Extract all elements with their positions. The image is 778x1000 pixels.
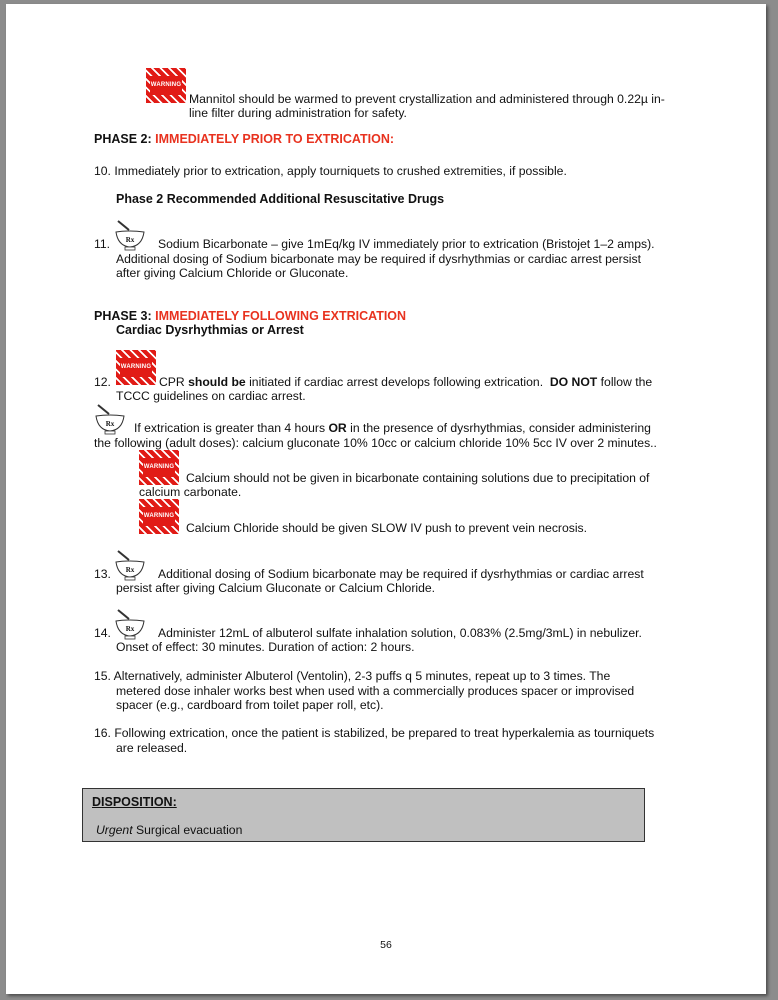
item-13-number: 13. bbox=[94, 567, 111, 581]
mannitol-warning-line2: line filter during administration for safety. bbox=[189, 106, 407, 120]
item-14-line1: Administer 12mL of albuterol sulfate inhalation solution, 0.083% (2.5mg/3mL) in nebulizer. bbox=[158, 626, 642, 640]
item-11-number: 11. bbox=[94, 237, 111, 251]
item-10: 10. Immediately prior to extrication, apply tourniquets to crushed extremities, if possible. bbox=[94, 164, 567, 178]
or-text: OR bbox=[328, 421, 347, 435]
disposition-rest: Surgical evacuation bbox=[135, 823, 243, 837]
calcium-chloride-warning: Calcium Chloride should be given SLOW IV push to prevent vein necrosis. bbox=[186, 521, 588, 535]
item-15-line3: spacer (e.g., cardboard from toilet paper roll, etc). bbox=[116, 698, 384, 712]
item-12-line2: TCCC guidelines on cardiac arrest. bbox=[116, 389, 306, 403]
warning-icon bbox=[146, 68, 186, 103]
disposition-text bbox=[96, 823, 242, 838]
item-14-number: 14. bbox=[94, 626, 111, 640]
rx-mortar-icon bbox=[114, 548, 146, 582]
rx-mortar-icon bbox=[114, 218, 146, 252]
page-number: 56 bbox=[380, 939, 392, 951]
item-12-line1 bbox=[159, 375, 652, 390]
phase3-heading bbox=[94, 309, 406, 323]
item-11-line1: Sodium Bicarbonate – give 1mEq/kg IV immediately prior to extrication (Bristojet 1–2 amps). bbox=[158, 237, 655, 251]
warning-icon bbox=[116, 350, 156, 385]
warning-badge-text: WARNING bbox=[120, 358, 152, 377]
item-11-line2: Additional dosing of Sodium bicarbonate may be required if dysrhythmias or cardiac arrest persist bbox=[116, 252, 641, 266]
phase2-title: IMMEDIATELY PRIOR TO EXTRICATION: bbox=[155, 132, 395, 146]
svg-text:Rx: Rx bbox=[125, 625, 135, 633]
urgent-text: Urgent bbox=[96, 823, 133, 837]
item-15-line1: 15. Alternatively, administer Albuterol (Ventolin), 2-3 puffs q 5 minutes, repeat up to 3 times. The bbox=[94, 669, 611, 683]
item-13-line1: Additional dosing of Sodium bicarbonate may be required if dysrhythmias or cardiac arrest bbox=[158, 567, 644, 581]
warning-badge-text: WARNING bbox=[143, 458, 175, 477]
mannitol-warning-line1: Mannitol should be warmed to prevent crystallization and administered through 0.22µ in- bbox=[189, 92, 665, 106]
phase3-title: IMMEDIATELY FOLLOWING EXTRICATION bbox=[155, 309, 407, 323]
svg-text:Rx: Rx bbox=[105, 420, 115, 428]
item-12-follow-text: follow the bbox=[600, 375, 653, 389]
do-not-text: DO NOT bbox=[549, 375, 598, 389]
calcium-line2: the following (adult doses): calcium gluconate 10% 10cc or calcium chloride 10% 5cc IV over 2 minutes.. bbox=[94, 436, 657, 450]
disposition-title: DISPOSITION: bbox=[92, 795, 177, 809]
phase2-subhead: Phase 2 Recommended Additional Resuscitative Drugs bbox=[116, 192, 445, 206]
item-13-line2: persist after giving Calcium Gluconate or Calcium Chloride. bbox=[116, 581, 436, 595]
phase2-heading bbox=[94, 132, 394, 146]
item-12-text: initiated if cardiac arrest develops following extrication. bbox=[249, 375, 544, 389]
item-15-line2: metered dose inhaler works best when used with a commercially produces spacer or improvised bbox=[116, 684, 635, 698]
warning-icon bbox=[139, 450, 179, 485]
item-16-line2: are released. bbox=[116, 741, 188, 755]
warning-icon bbox=[139, 499, 179, 534]
calcium-warning-line2: calcium carbonate. bbox=[139, 485, 242, 499]
calcium-warning-line1: Calcium should not be given in bicarbonate containing solutions due to precipitation of bbox=[186, 471, 650, 485]
should-be-text: should be bbox=[188, 375, 246, 389]
warning-badge-text: WARNING bbox=[150, 76, 182, 95]
rx-mortar-icon bbox=[114, 607, 146, 641]
calcium-line1 bbox=[134, 421, 651, 436]
cpr-text: CPR bbox=[159, 375, 185, 389]
item-16-line1: 16. Following extrication, once the patient is stabilized, be prepared to treat hyperkalemia as tourniquets bbox=[94, 726, 655, 740]
svg-text:Rx: Rx bbox=[125, 566, 135, 574]
warning-badge-text: WARNING bbox=[143, 507, 175, 526]
calcium-text-a: If extrication is greater than 4 hours bbox=[134, 421, 326, 435]
item-12-number: 12. bbox=[94, 375, 111, 389]
disposition-box bbox=[82, 788, 645, 842]
svg-text:Rx: Rx bbox=[125, 236, 135, 244]
rx-mortar-icon bbox=[94, 402, 126, 436]
phase3-prefix: PHASE 3: bbox=[94, 309, 152, 323]
phase2-prefix: PHASE 2: bbox=[94, 132, 152, 146]
calcium-text-b: in the presence of dysrhythmias, consider administering bbox=[350, 421, 651, 435]
item-11-line3: after giving Calcium Chloride or Gluconate. bbox=[116, 266, 349, 280]
document-page bbox=[6, 4, 766, 994]
item-14-line2: Onset of effect: 30 minutes. Duration of action: 2 hours. bbox=[116, 640, 415, 654]
phase3-subhead: Cardiac Dysrhythmias or Arrest bbox=[116, 323, 304, 337]
